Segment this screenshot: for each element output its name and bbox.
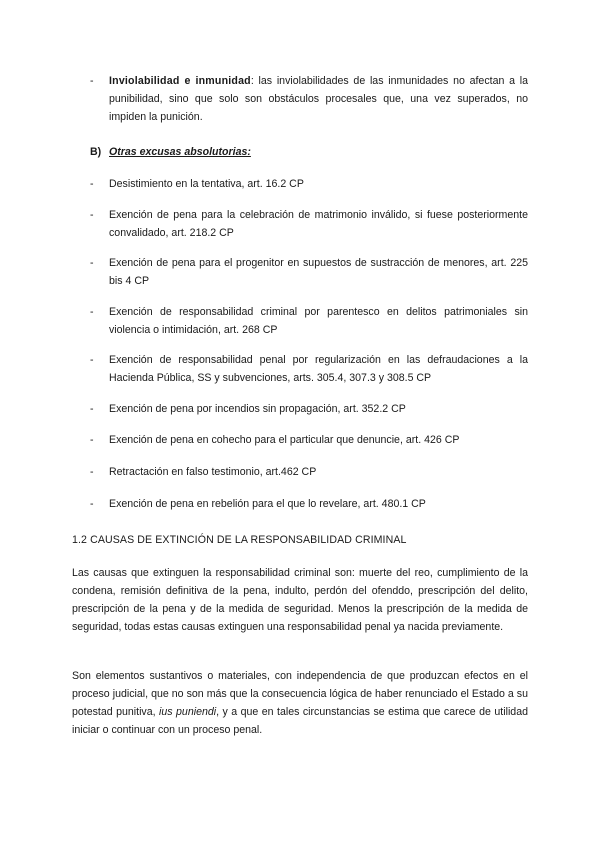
subheading-title: Otras excusas absolutorias: (109, 146, 251, 158)
paragraph-causas: Las causas que extinguen la responsabilidad criminal son: muerte del reo, cumplimiento de la condena, remisión definitiva de la pena, indulto, perdón del ofenddo, prescripción del delito, prescripción de la pena y de la medida de seguridad. Menos la prescripción de la medida de seguridad, todas estas causas extinguen una responsabilidad penal ya nacida previamente. (72, 567, 528, 633)
subheading-letter: B) (90, 146, 102, 158)
list-item-body: : las inviolabilidades de las inmunidades no afectan a la punibilidad, sino que solo son obstáculos procesales que, una vez superados, no impiden la punición. (109, 75, 528, 123)
bullet-dash: - (90, 403, 94, 415)
list-item-text: Exención de pena en cohecho para el particular que denuncie, art. 426 CP (109, 434, 460, 446)
bullet-dash: - (90, 306, 94, 318)
list-item-text: Exención de pena para la celebración de matrimonio inválido, si fuese posteriormente convalidado, art. 218.2 CP (109, 209, 528, 239)
bullet-dash: - (90, 178, 94, 190)
list-item (90, 463, 528, 481)
list-item-bold-term: Inviolabilidad e inmunidad (109, 75, 251, 87)
list-item-text: Exención de responsabilidad criminal por parentesco en delitos patrimoniales sin violencia o intimidación, art. 268 CP (109, 306, 528, 336)
bullet-dash: - (90, 498, 94, 510)
list-item (90, 206, 528, 242)
subheading-otras-excusas (90, 143, 251, 161)
bullet-dash: - (90, 354, 94, 366)
list-item-text: Exención de pena en rebelión para el que lo revelare, art. 480.1 CP (109, 498, 426, 510)
list-item (90, 254, 528, 290)
list-item (90, 495, 528, 513)
paragraph-text: , y a que en tales circunstancias se estima que carece de utilidad iniciar o continuar con un proceso penal. (72, 706, 528, 736)
list-item-text: Desistimiento en la tentativa, art. 16.2 CP (109, 178, 304, 190)
list-item-text: Exención de responsabilidad penal por regularización en las defraudaciones a la Hacienda Pública, SS y subvenciones, arts. 305.4, 307.3 y 308.5 CP (109, 354, 528, 384)
bullet-dash: - (90, 434, 94, 446)
list-item (90, 303, 528, 339)
paragraph-italic-term: ius puniendi (159, 706, 217, 718)
paragraph-elementos (72, 667, 528, 739)
list-item-inviolabilidad (90, 72, 528, 126)
list-item (90, 431, 528, 449)
paragraph-text: Son elementos sustantivos o materiales, con independencia de que produzcan efectos en el proceso judicial, que no son más que la consecuencia lógica de haber renunciado el Estado a su potestad punitiva, (72, 670, 528, 718)
list-item-text (109, 72, 528, 126)
bullet-dash: - (90, 257, 94, 269)
list-item (90, 175, 528, 193)
section-heading: 1.2 CAUSAS DE EXTINCIÓN DE LA RESPONSABILIDAD CRIMINAL (72, 534, 407, 546)
list-item-text: Retractación en falso testimonio, art.462 CP (109, 466, 317, 478)
bullet-dash: - (90, 466, 94, 478)
bullet-dash: - (90, 209, 94, 221)
list-item-text: Exención de pena para el progenitor en supuestos de sustracción de menores, art. 225 bis 4 CP (109, 257, 528, 287)
list-item (90, 351, 528, 387)
bullet-dash: - (90, 75, 94, 87)
list-item (90, 400, 528, 418)
list-item-text: Exención de pena por incendios sin propagación, art. 352.2 CP (109, 403, 406, 415)
